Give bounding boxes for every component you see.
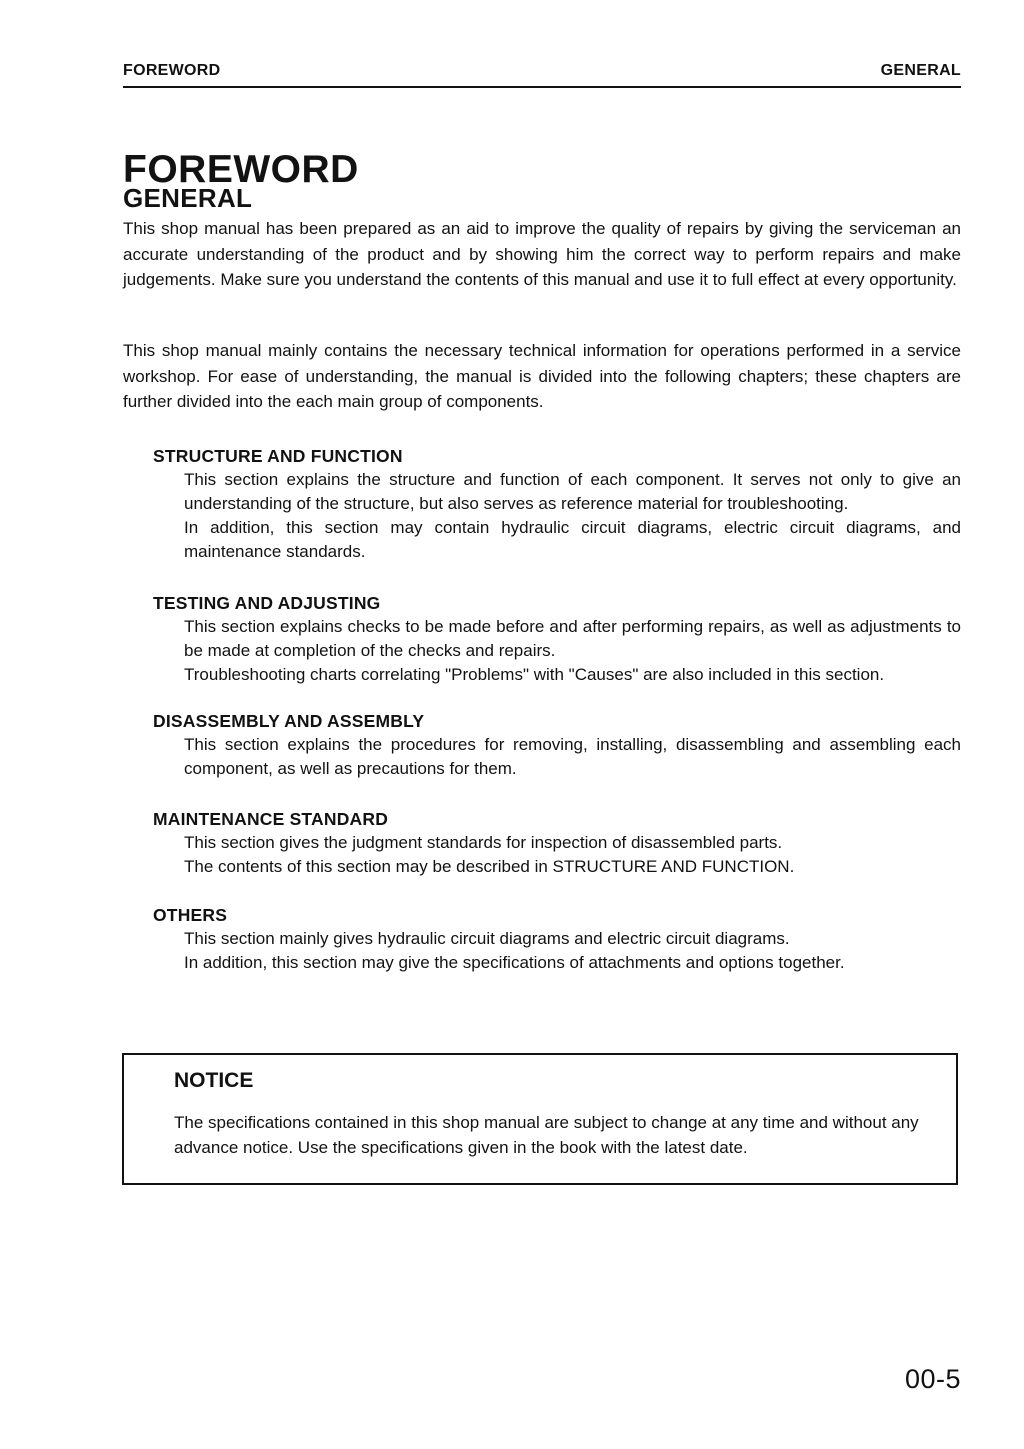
page-title: FOREWORD <box>123 148 359 192</box>
section-maintenance-standard <box>123 807 961 879</box>
section-structure-and-function <box>123 444 961 564</box>
section-paragraph: This section explains the structure and function of each component. It serves not only to give an understanding of the structure, but also serves as reference material for troubleshooting. <box>184 470 961 513</box>
section-testing-and-adjusting <box>123 591 961 687</box>
notice-title: NOTICE <box>174 1069 254 1092</box>
section-heading: DISASSEMBLY AND ASSEMBLY <box>153 711 425 731</box>
section-paragraph: This section explains the procedures for removing, installing, disassembling and assembling each component, as well as precautions for them. <box>184 735 961 778</box>
section-heading: MAINTENANCE STANDARD <box>153 809 389 829</box>
notice-box <box>122 1053 958 1185</box>
section-others <box>123 903 961 975</box>
intro-paragraph: This shop manual has been prepared as an aid to improve the quality of repairs by giving the serviceman an accurate understanding of the product and by showing him the correct way to perform repairs and make judgements. Make sure you understand the contents of this manual and use it to full effect at every opportunity. <box>123 219 961 289</box>
section-paragraph: This section explains checks to be made before and after performing repairs, as well as adjustments to be made at completion of the checks and repairs. <box>184 617 961 660</box>
section-paragraph: The contents of this section may be described in STRUCTURE AND FUNCTION. <box>184 857 795 876</box>
running-header <box>123 62 961 88</box>
section-heading: OTHERS <box>153 905 228 925</box>
page-number: 00-5 <box>904 1364 961 1394</box>
section-paragraph: In addition, this section may give the specifications of attachments and options together. <box>184 953 845 972</box>
section-paragraph: Troubleshooting charts correlating "Problems" with "Causes" are also included in this section. <box>184 665 885 684</box>
intro-paragraph: This shop manual mainly contains the necessary technical information for operations performed in a service workshop. For ease of understanding, the manual is divided into the following chapters; these chapters are further divided into the each main group of components. <box>123 341 961 411</box>
notice-body: The specifications contained in this shop manual are subject to change at any time and without any advance notice. Use the specifications given in the book with the latest date. <box>174 1113 919 1158</box>
page-subtitle: GENERAL <box>123 182 253 213</box>
section-paragraph: This section mainly gives hydraulic circuit diagrams and electric circuit diagrams. <box>184 929 790 948</box>
section-paragraph: This section gives the judgment standards for inspection of disassembled parts. <box>184 833 783 852</box>
section-heading: STRUCTURE AND FUNCTION <box>153 446 403 466</box>
section-heading: TESTING AND ADJUSTING <box>153 593 381 613</box>
running-header-right: GENERAL <box>880 62 961 79</box>
running-header-left: FOREWORD <box>123 62 221 79</box>
section-disassembly-and-assembly <box>123 709 961 781</box>
section-paragraph: In addition, this section may contain hydraulic circuit diagrams, electric circuit diagrams, and maintenance standards. <box>184 518 961 561</box>
